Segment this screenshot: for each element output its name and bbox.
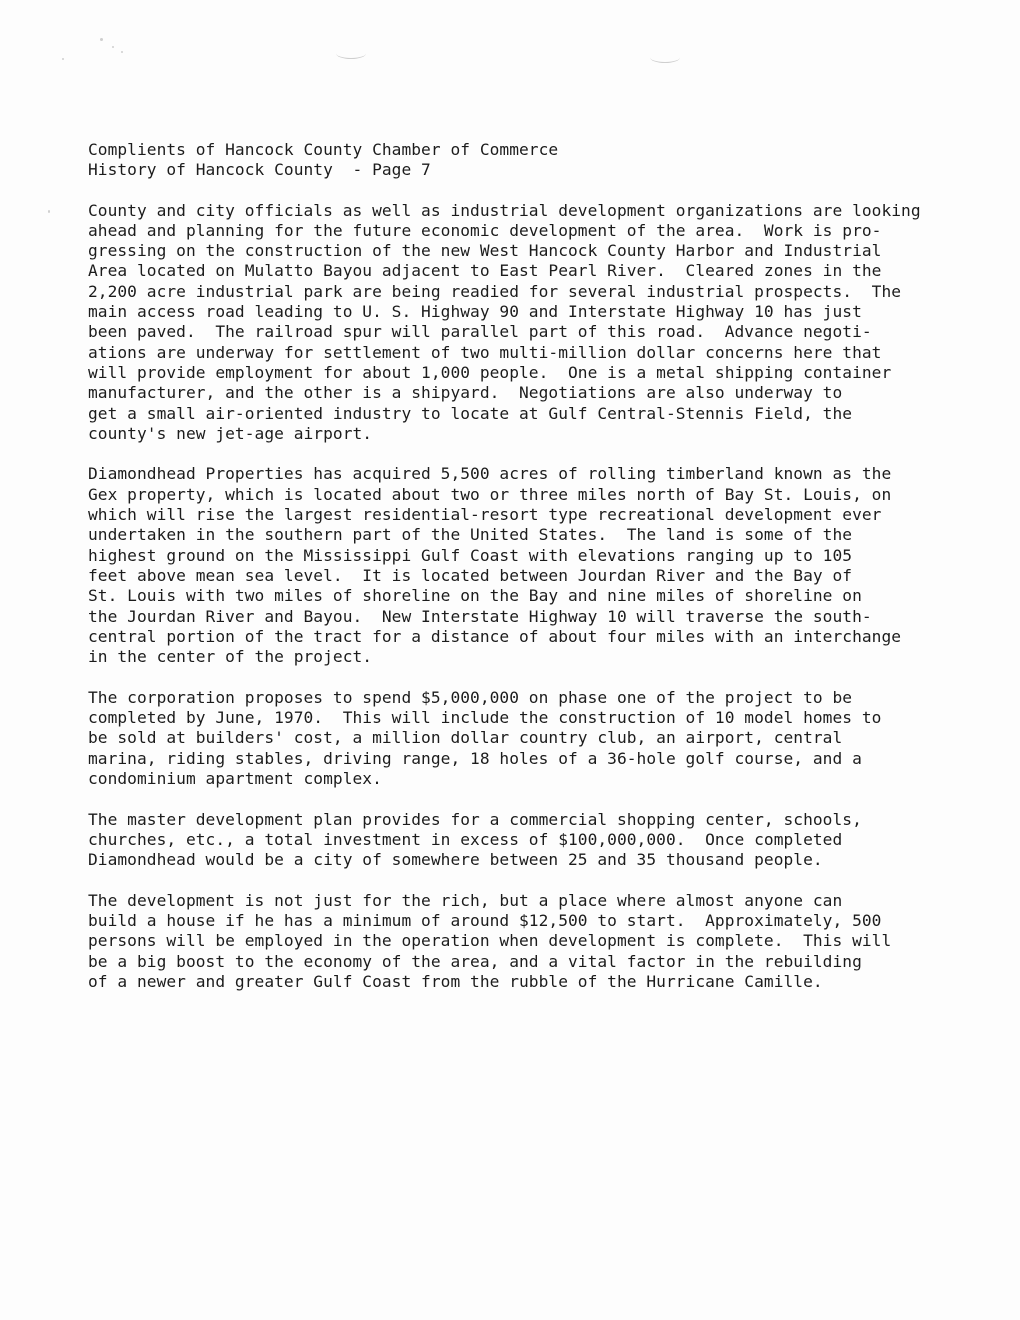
text-line: main access road leading to U. S. Highway 90 and Interstate Highway 10 has just bbox=[88, 302, 862, 322]
text-line: marina, riding stables, driving range, 18 holes of a 36-hole golf course, and a bbox=[88, 748, 862, 768]
text-line: of a newer and greater Gulf Coast from the rubble of the Hurricane Camille. bbox=[88, 971, 823, 991]
text-line: Diamondhead Properties has acquired 5,500 acres of rolling timberland known as the bbox=[88, 464, 892, 484]
paragraph-development-impact bbox=[88, 891, 948, 992]
text-line: in the center of the project. bbox=[88, 647, 373, 667]
paragraph-industrial-development bbox=[88, 201, 948, 445]
scan-speck bbox=[62, 58, 64, 60]
text-line: 2,200 acre industrial park are being readied for several industrial prospects. The bbox=[88, 281, 902, 301]
text-line: highest ground on the Mississippi Gulf Coast with elevations ranging up to 105 bbox=[88, 545, 853, 565]
text-line: manufacturer, and the other is a shipyard. Negotiations are also underway to bbox=[88, 383, 843, 403]
text-line: The development is not just for the rich, but a place where almost anyone can bbox=[88, 890, 843, 910]
text-line: The master development plan provides for a commercial shopping center, schools, bbox=[88, 809, 862, 829]
document-body bbox=[88, 140, 948, 1012]
text-line: feet above mean sea level. It is located between Jourdan River and the Bay of bbox=[88, 565, 853, 585]
text-line: persons will be employed in the operation when development is complete. This will bbox=[88, 931, 892, 951]
paragraph-master-plan bbox=[88, 810, 948, 871]
text-line: The corporation proposes to spend $5,000,000 on phase one of the project to be bbox=[88, 687, 853, 707]
text-line: county's new jet-age airport. bbox=[88, 423, 373, 443]
scan-mark bbox=[650, 52, 680, 63]
text-line: Area located on Mulatto Bayou adjacent to East Pearl River. Cleared zones in the bbox=[88, 261, 882, 281]
scan-mark bbox=[336, 48, 366, 59]
header-line: History of Hancock County - Page 7 bbox=[88, 160, 431, 180]
text-line: ahead and planning for the future economic development of the area. Work is pro- bbox=[88, 220, 882, 240]
text-line: be a big boost to the economy of the area, and a vital factor in the rebuilding bbox=[88, 951, 862, 971]
text-line: be sold at builders' cost, a million dollar country club, an airport, central bbox=[88, 728, 843, 748]
text-line: ations are underway for settlement of two multi-million dollar concerns here that bbox=[88, 342, 882, 362]
paragraph-phase-one bbox=[88, 688, 948, 789]
scan-speck bbox=[112, 46, 114, 48]
text-line: will provide employment for about 1,000 people. One is a metal shipping container bbox=[88, 362, 892, 382]
paragraph-diamondhead-properties bbox=[88, 464, 948, 667]
text-line: central portion of the tract for a distance of about four miles with an interchange bbox=[88, 626, 902, 646]
text-line: condominium apartment complex. bbox=[88, 768, 382, 788]
document-header bbox=[88, 140, 948, 181]
text-line: undertaken in the southern part of the United States. The land is some of the bbox=[88, 525, 853, 545]
text-line: the Jourdan River and Bayou. New Interstate Highway 10 will traverse the south- bbox=[88, 606, 872, 626]
text-line: which will rise the largest residential-resort type recreational development ever bbox=[88, 505, 882, 525]
text-line: Diamondhead would be a city of somewhere between 25 and 35 thousand people. bbox=[88, 850, 823, 870]
header-line: Complients of Hancock County Chamber of Commerce bbox=[88, 140, 559, 159]
text-line: Gex property, which is located about two or three miles north of Bay St. Louis, on bbox=[88, 484, 892, 504]
text-line: St. Louis with two miles of shoreline on the Bay and nine miles of shoreline on bbox=[88, 586, 862, 606]
text-line: completed by June, 1970. This will include the construction of 10 model homes to bbox=[88, 708, 882, 728]
scan-speck bbox=[100, 38, 103, 41]
text-line: County and city officials as well as industrial development organizations are looking bbox=[88, 200, 921, 220]
scan-speck bbox=[121, 51, 123, 53]
text-line: gressing on the construction of the new West Hancock County Harbor and Industrial bbox=[88, 241, 882, 261]
text-line: get a small air-oriented industry to locate at Gulf Central-Stennis Field, the bbox=[88, 403, 853, 423]
scan-speck bbox=[48, 210, 50, 213]
text-line: been paved. The railroad spur will parallel part of this road. Advance negoti- bbox=[88, 322, 872, 342]
text-line: build a house if he has a minimum of around $12,500 to start. Approximately, 500 bbox=[88, 910, 882, 930]
text-line: churches, etc., a total investment in excess of $100,000,000. Once completed bbox=[88, 829, 843, 849]
